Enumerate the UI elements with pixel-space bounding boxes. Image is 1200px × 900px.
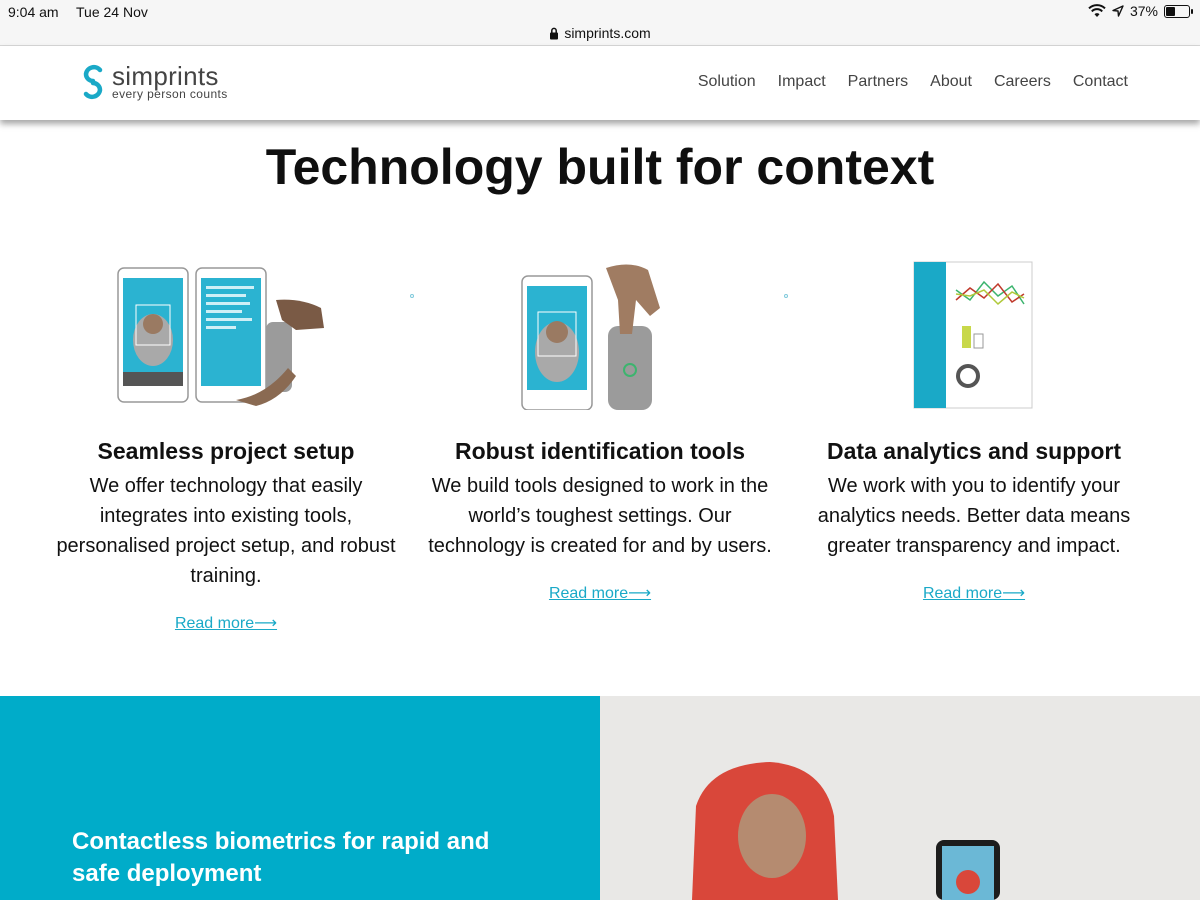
divider-dot [410, 294, 414, 298]
feature-body: We build tools designed to work in the world’s toughest settings. Our technology is created for and by users. [428, 475, 772, 557]
status-time: 9:04 am [8, 4, 59, 20]
feature-title: Seamless project setup [97, 438, 355, 464]
divider-dot [784, 294, 788, 298]
identification-illustration [420, 250, 780, 410]
logo-name: simprints [112, 61, 219, 91]
feature-identification [420, 250, 780, 603]
status-date: Tue 24 Nov [76, 4, 148, 20]
read-more-link[interactable]: Read more⟶ [174, 615, 278, 632]
nav-impact[interactable]: Impact [777, 73, 826, 90]
setup-illustration [46, 250, 406, 410]
feature-title: Data analytics and support [827, 438, 1121, 464]
url-text: simprints.com [564, 25, 651, 41]
status-bar [0, 0, 1200, 24]
logo[interactable] [80, 61, 228, 101]
nav-partners[interactable]: Partners [847, 73, 909, 90]
read-more-link[interactable]: Read more⟶ [922, 585, 1026, 602]
status-indicators [1088, 3, 1190, 19]
feature-analytics [794, 250, 1154, 603]
feature-setup [46, 250, 406, 633]
read-more-link[interactable]: Read more⟶ [548, 585, 652, 602]
nav-careers[interactable]: Careers [993, 73, 1051, 90]
simprints-logo-icon [80, 64, 106, 100]
battery-icon [1164, 5, 1190, 18]
nav-solution[interactable]: Solution [697, 73, 756, 90]
site-header [0, 46, 1200, 120]
feature-body: We offer technology that easily integrates into existing tools, personalised project setup, and robust training. [56, 475, 396, 587]
nav-about[interactable]: About [930, 73, 972, 90]
main-nav [698, 73, 1128, 91]
promo-heading: Contactless biometrics for rapid and safe deployment [72, 828, 490, 887]
promo-photo [600, 696, 1200, 900]
nav-contact[interactable]: Contact [1072, 73, 1128, 90]
battery-percent: 37% [1129, 3, 1158, 19]
logo-tagline: every person counts [112, 87, 228, 101]
promo-panel [0, 696, 600, 900]
lock-icon [549, 27, 559, 40]
page-title: Technology built for context [265, 139, 935, 195]
wifi-icon [1088, 4, 1106, 18]
address-bar[interactable] [0, 24, 1200, 46]
location-arrow-icon [1112, 5, 1124, 17]
analytics-illustration [794, 250, 1154, 410]
feature-title: Robust identification tools [454, 438, 746, 464]
feature-body: We work with you to identify your analytics needs. Better data means greater transparency and impact. [817, 475, 1131, 557]
